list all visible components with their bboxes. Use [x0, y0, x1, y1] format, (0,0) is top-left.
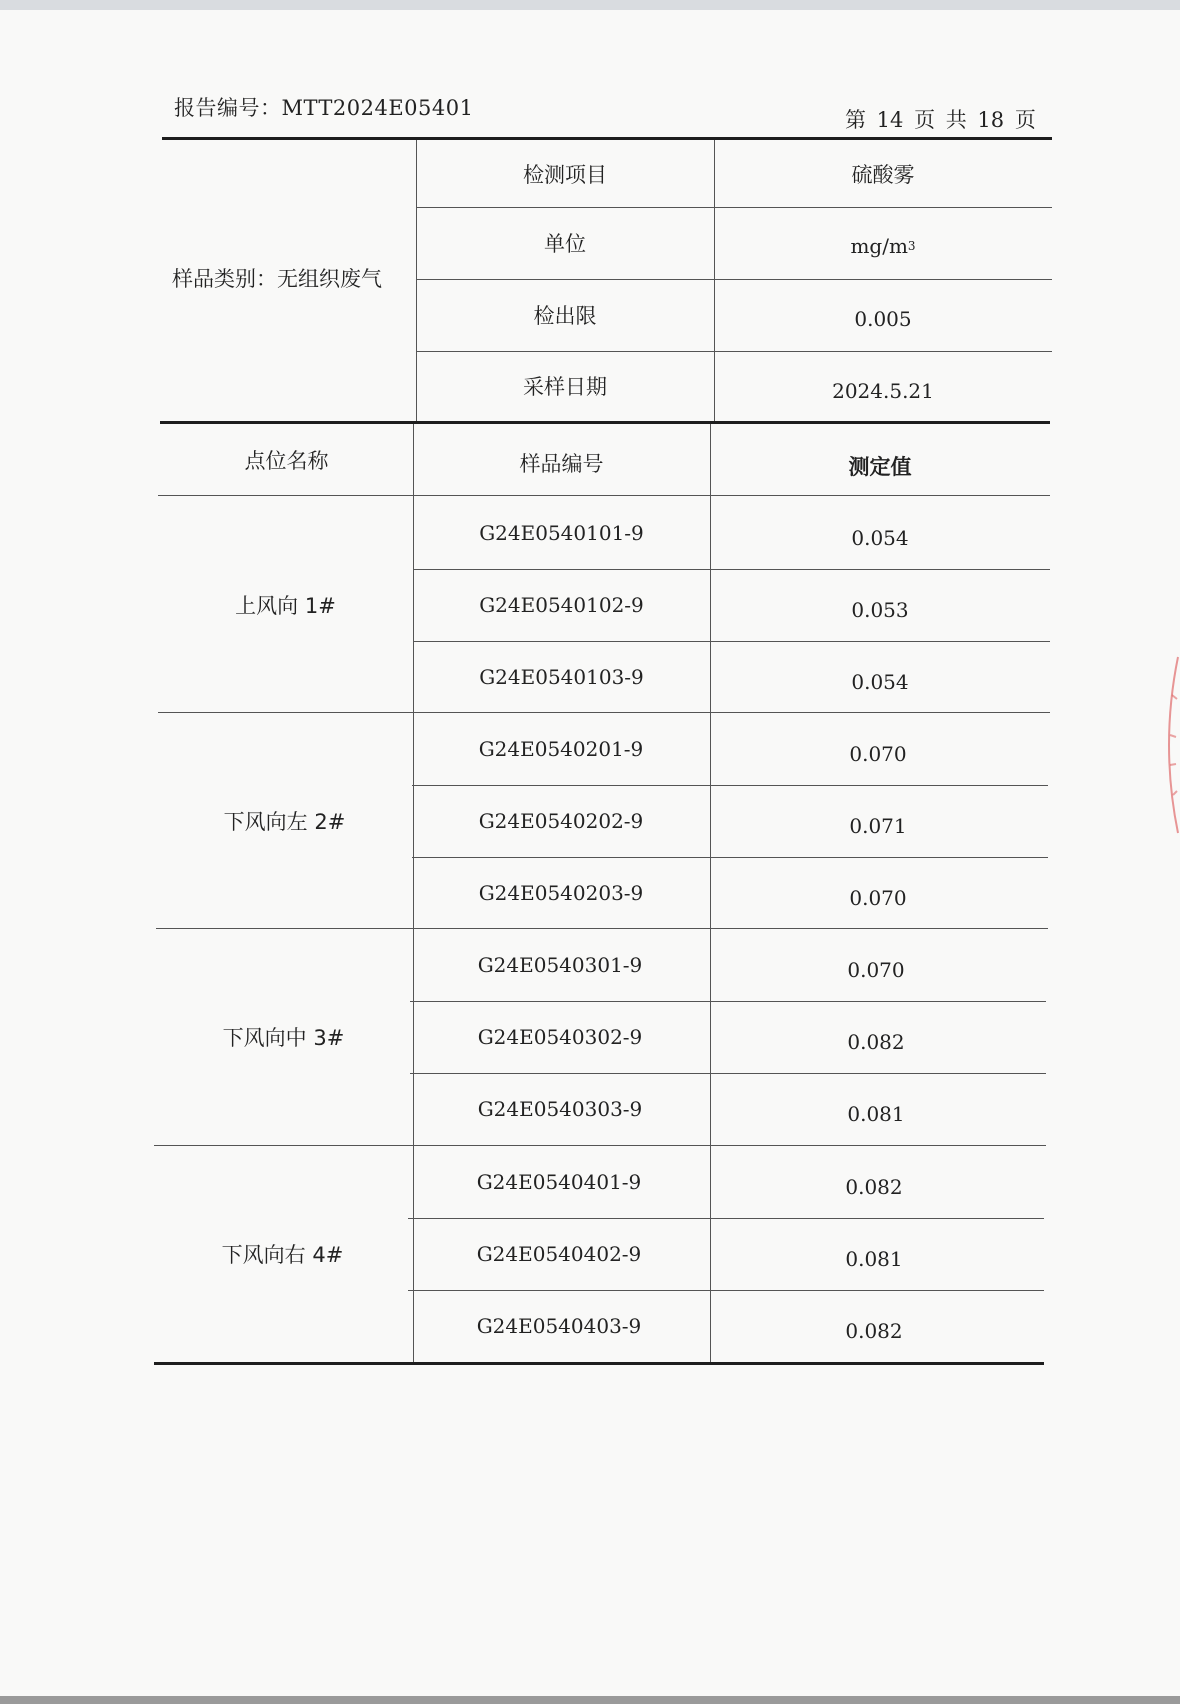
unit-text: mg/m [850, 234, 908, 258]
sample-number: G24E0540101-9 [479, 521, 644, 545]
column-header-point: 点位名称 [244, 448, 329, 473]
sample-number: G24E0540102-9 [479, 593, 644, 617]
sample-number: G24E0540401-9 [476, 1170, 642, 1194]
scan-top-edge [0, 0, 1180, 10]
measured-value: 0.082 [845, 1319, 903, 1343]
sample-number: G24E0540201-9 [478, 737, 644, 761]
info-label-detection-limit: 检出限 [533, 304, 597, 328]
page-info: 第 14 页 共 18 页 [845, 108, 1036, 132]
sample-number: G24E0540203-9 [478, 880, 644, 905]
point-name: 下风向左 2# [223, 809, 346, 834]
measured-value: 0.053 [851, 598, 909, 622]
sample-number: G24E0540301-9 [477, 953, 643, 977]
point-name: 下风向右 4# [221, 1243, 344, 1267]
measured-value: 0.081 [845, 1247, 903, 1271]
info-value-unit: mg/m 3 [850, 234, 916, 258]
measured-value: 0.081 [847, 1102, 905, 1126]
measured-value: 0.070 [849, 742, 907, 766]
sample-category-value: 无组织废气 [277, 267, 382, 291]
measured-value: 0.082 [847, 1030, 905, 1054]
measured-value: 0.070 [849, 885, 907, 910]
info-label-unit: 单位 [544, 232, 586, 256]
info-value-item: 硫酸雾 [851, 162, 915, 187]
sample-number: G24E0540303-9 [477, 1097, 643, 1121]
info-label-item: 检测项目 [523, 162, 607, 187]
report-number-label: 报告编号： [174, 96, 282, 120]
sample-number: G24E0540402-9 [476, 1242, 642, 1266]
sample-category-label: 样品类别： [172, 267, 277, 291]
scan-bottom-edge [0, 1696, 1180, 1704]
sample-number: G24E0540302-9 [477, 1025, 643, 1049]
measured-value: 0.082 [845, 1175, 903, 1199]
sample-number: G24E0540403-9 [476, 1314, 642, 1338]
point-name: 下风向中 3# [222, 1026, 345, 1050]
measured-value: 0.054 [851, 669, 909, 694]
info-label-sampling-date: 采样日期 [523, 375, 607, 399]
report-number [174, 92, 473, 122]
point-name: 上风向 1# [235, 593, 336, 618]
info-value-detection-limit: 0.005 [854, 307, 912, 331]
measured-value: 0.054 [851, 526, 909, 550]
seal-stamp-fragment [1158, 655, 1180, 835]
measured-value: 0.070 [847, 958, 905, 982]
info-value-sampling-date: 2024.5.21 [832, 379, 934, 403]
measured-value: 0.071 [849, 814, 907, 838]
column-header-value: 测定值 [848, 454, 912, 479]
sample-number: G24E0540103-9 [479, 664, 644, 689]
report-number-value: MTT2024E05401 [281, 96, 474, 120]
sample-number: G24E0540202-9 [478, 809, 644, 833]
sample-category [172, 250, 412, 306]
column-header-sample: 样品编号 [519, 451, 604, 476]
